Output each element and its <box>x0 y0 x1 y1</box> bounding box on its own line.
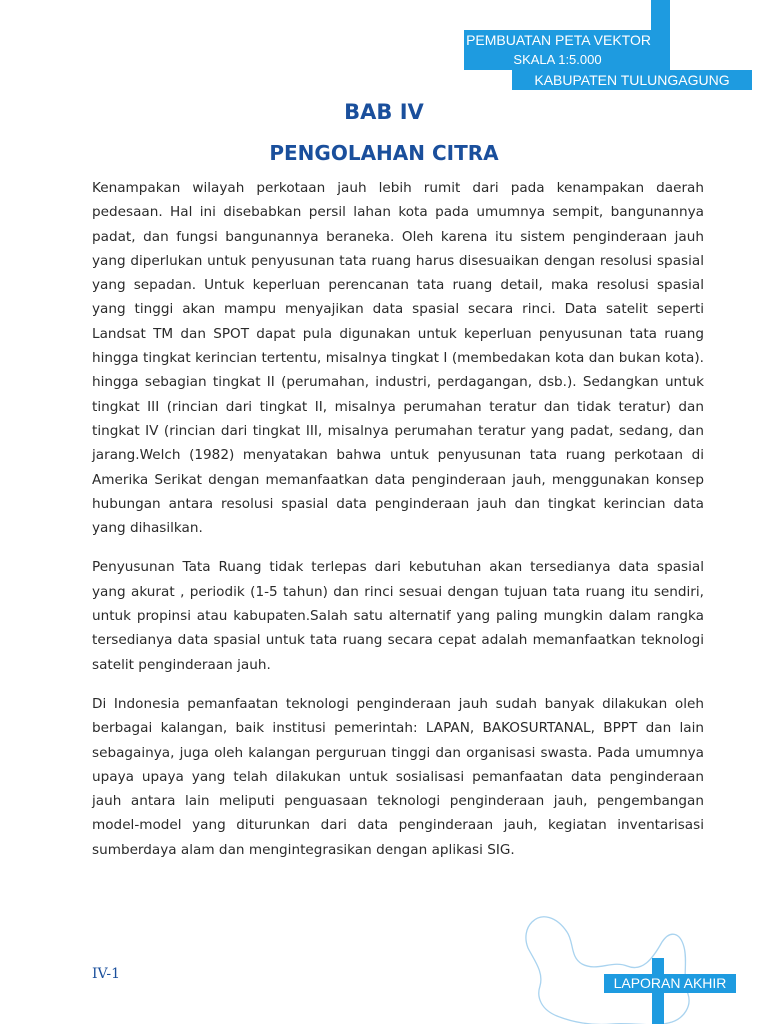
paragraph-3: Di Indonesia pemanfaatan teknologi penginderaan jauh sudah banyak dilakukan oleh berbagai kalangan, baik institusi pemerintah: LAPAN, BAKOSURTANAL, BPPT dan lain sebagainya, juga oleh kalangan perguruan tinggi dan organisasi swasta. Pada umumnya upaya upaya yang telah dilakukan untuk sosialisasi pemanfaatan data penginderaan jauh antara lain meliputi penguasaan teknologi penginderaan jauh, pengembangan model-model yang diturunkan dari data penginderaan jauh, kegiatan inventarisasi sumberdaya alam dan mengintegrasikan dengan aplikasi SIG. <box>92 695 704 858</box>
chapter-number: BAB IV <box>344 100 424 124</box>
paragraph-1: Kenampakan wilayah perkotaan jauh lebih rumit dari pada kenampakan daerah pedesaan. Hal ini disebabkan persil lahan kota pada umumnya sempit, bangunannya padat, dan fungsi bangunannya beraneka. Oleh karena itu sistem penginderaan jauh yang diperlukan untuk penyusunan tata ruang harus disesuaikan dengan resolusi spasial yang sepadan. Untuk keperluan perencanan tata ruang detail, maka resolusi spasial yang tinggi akan mampu menyajikan data spasial secara rinci. Data satelit seperti Landsat TM dan SPOT dapat pula digunakan untuk keperluan penyusunan tata ruang hingga tingkat kerincian tertentu, misalnya tingkat I (membedakan kota dan bukan kota). hingga sebagian tingkat II (perumahan, industri, perdagangan, dsb.). Sedangkan untuk tingkat III (rincian dari tingkat II, misalnya perumahan teratur dan tidak teratur) dan tingkat IV (rincian dari tingkat III, misalnya perumahan teratur yang padat, sedang, dan jarang.Welch (1982) menyatakan bahwa untuk penyusunan tata ruang perkotaan di Amerika Serikat dengan memanfaatkan data penginderaan jauh, menggunakan konsep hubungan antara resolusi spasial data penginderaan jauh dan tingkat kerincian data yang dihasilkan. <box>92 180 704 537</box>
page-number: IV-1 <box>92 966 120 982</box>
header-project-title: PEMBUATAN PETA VEKTOR <box>464 30 651 50</box>
chapter-title: PENGOLAHAN CITRA <box>269 141 499 165</box>
regency-map-outline-icon <box>512 902 762 1024</box>
paragraph-2: Penyusunan Tata Ruang tidak terlepas dari kebutuhan akan tersedianya data spasial yang akurat , periodik (1-5 tahun) dan rinci sesuai dengan tujuan tata ruang itu sendiri, untuk propinsi atau kabupaten.Salah satu alternatif yang paling mungkin dalam rangka tersedianya data spasial untuk tata ruang secara cepat adalah memanfaatkan teknologi satelit penginderaan jauh. <box>92 559 704 673</box>
body-text <box>92 176 704 877</box>
header-scale: SKALA 1:5.000 <box>464 50 651 70</box>
footer-report-label: LAPORAN AKHIR <box>604 974 736 993</box>
header-regency: KABUPATEN TULUNGAGUNG <box>512 70 752 90</box>
